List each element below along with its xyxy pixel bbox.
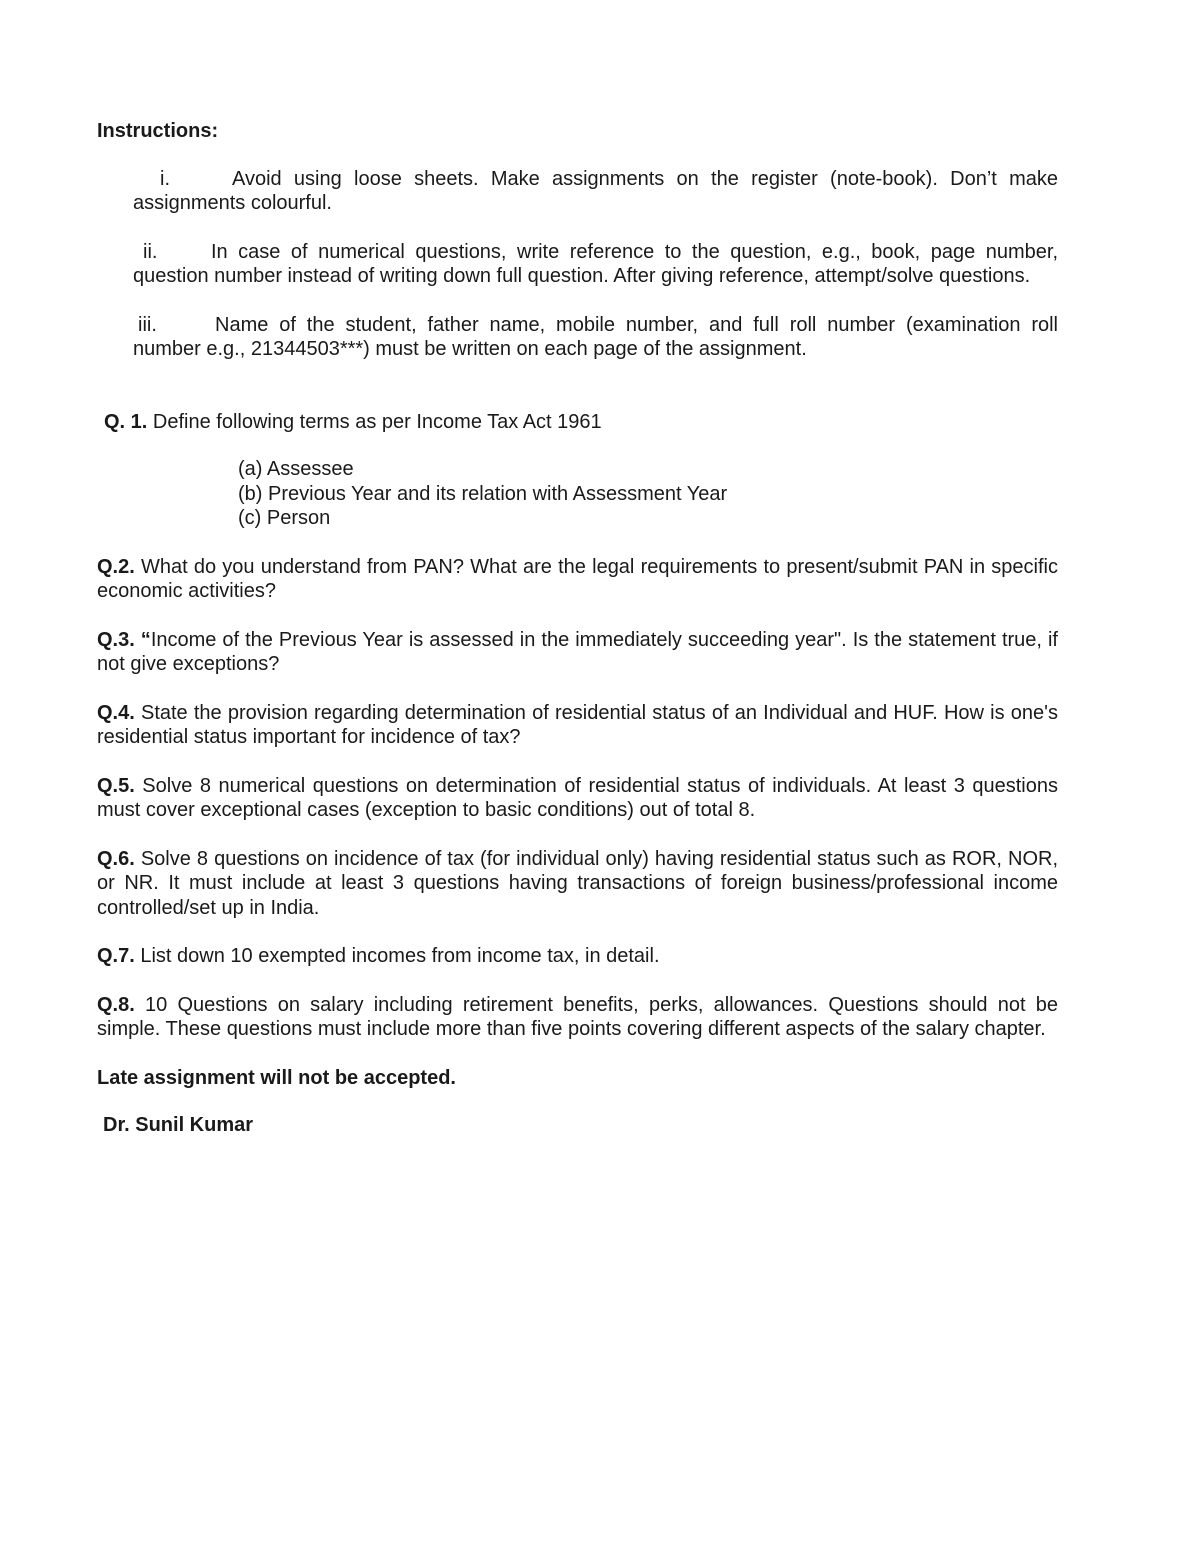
question-7 (97, 944, 1058, 969)
question-6 (97, 847, 1058, 921)
sub-item: (a) Assessee (238, 458, 354, 480)
late-submission-note: Late assignment will not be accepted. (97, 1066, 456, 1089)
instruction-text: Avoid using loose sheets. Make assignments on the register (note-book). Don’t make assignments colourful. (133, 167, 1058, 214)
question-text: State the provision regarding determination of residential status of an Individual and HUF. How is one's residential status important for incidence of tax? (97, 701, 1058, 748)
instruction-item (133, 313, 1058, 362)
instruction-number: iii. (138, 313, 157, 336)
question-text: List down 10 exempted incomes from income tax, in detail. (134, 945, 660, 967)
question-8 (97, 993, 1058, 1042)
question-4 (97, 701, 1058, 750)
question-label: Q. 1. (104, 410, 148, 433)
question-label: Q.6. (97, 847, 135, 870)
instruction-text: Name of the student, father name, mobile number, and full roll number (examination roll number e.g., 21344503***) must be written on each page of the assignment. (133, 313, 1058, 360)
question-3 (97, 628, 1058, 677)
instruction-text: In case of numerical questions, write reference to the question, e.g., book, page number, question number instead of writing down full question. After giving reference, attempt/solve questions. (133, 240, 1058, 287)
question-label: Q.3. “ (97, 628, 151, 651)
instruction-number: i. (160, 167, 170, 190)
question-text: What do you understand from PAN? What are the legal requirements to present/submit PAN in specific economic activities? (97, 555, 1058, 602)
question-1 (104, 410, 1058, 435)
sub-item: (c) Person (238, 507, 331, 529)
instruction-item (133, 240, 1058, 289)
question-label: Q.8. (97, 993, 135, 1016)
signature: Dr. Sunil Kumar (103, 1114, 254, 1136)
question-text: Solve 8 numerical questions on determination of residential status of individuals. At least 3 questions must cover exceptional cases (exception to basic conditions) out of total 8. (97, 774, 1058, 821)
instruction-number: ii. (143, 240, 158, 263)
instructions-heading: Instructions: (97, 120, 219, 142)
question-text: Income of the Previous Year is assessed in the immediately succeeding year". Is the statement true, if not give exceptions? (97, 628, 1058, 675)
instruction-item (133, 167, 1058, 216)
question-text: Define following terms as per Income Tax Act 1961 (147, 410, 602, 433)
assignment-page (97, 119, 1058, 1138)
question-label: Q.7. (97, 945, 135, 967)
question-label: Q.4. (97, 701, 135, 724)
question-1-sublist (238, 457, 1058, 531)
question-text: Solve 8 questions on incidence of tax (for individual only) having residential status such as ROR, NOR, or NR. It must include at least 3 questions having transactions of foreign business/professional income controlled/set up in India. (97, 847, 1058, 919)
question-label: Q.5. (97, 774, 135, 797)
question-label: Q.2. (97, 555, 135, 578)
question-text: 10 Questions on salary including retirement benefits, perks, allowances. Questions should not be simple. These questions must include more than five points covering different aspects of the salary chapter. (97, 993, 1058, 1040)
question-5 (97, 774, 1058, 823)
sub-item: (b) Previous Year and its relation with Assessment Year (238, 482, 728, 505)
question-2 (97, 555, 1058, 604)
